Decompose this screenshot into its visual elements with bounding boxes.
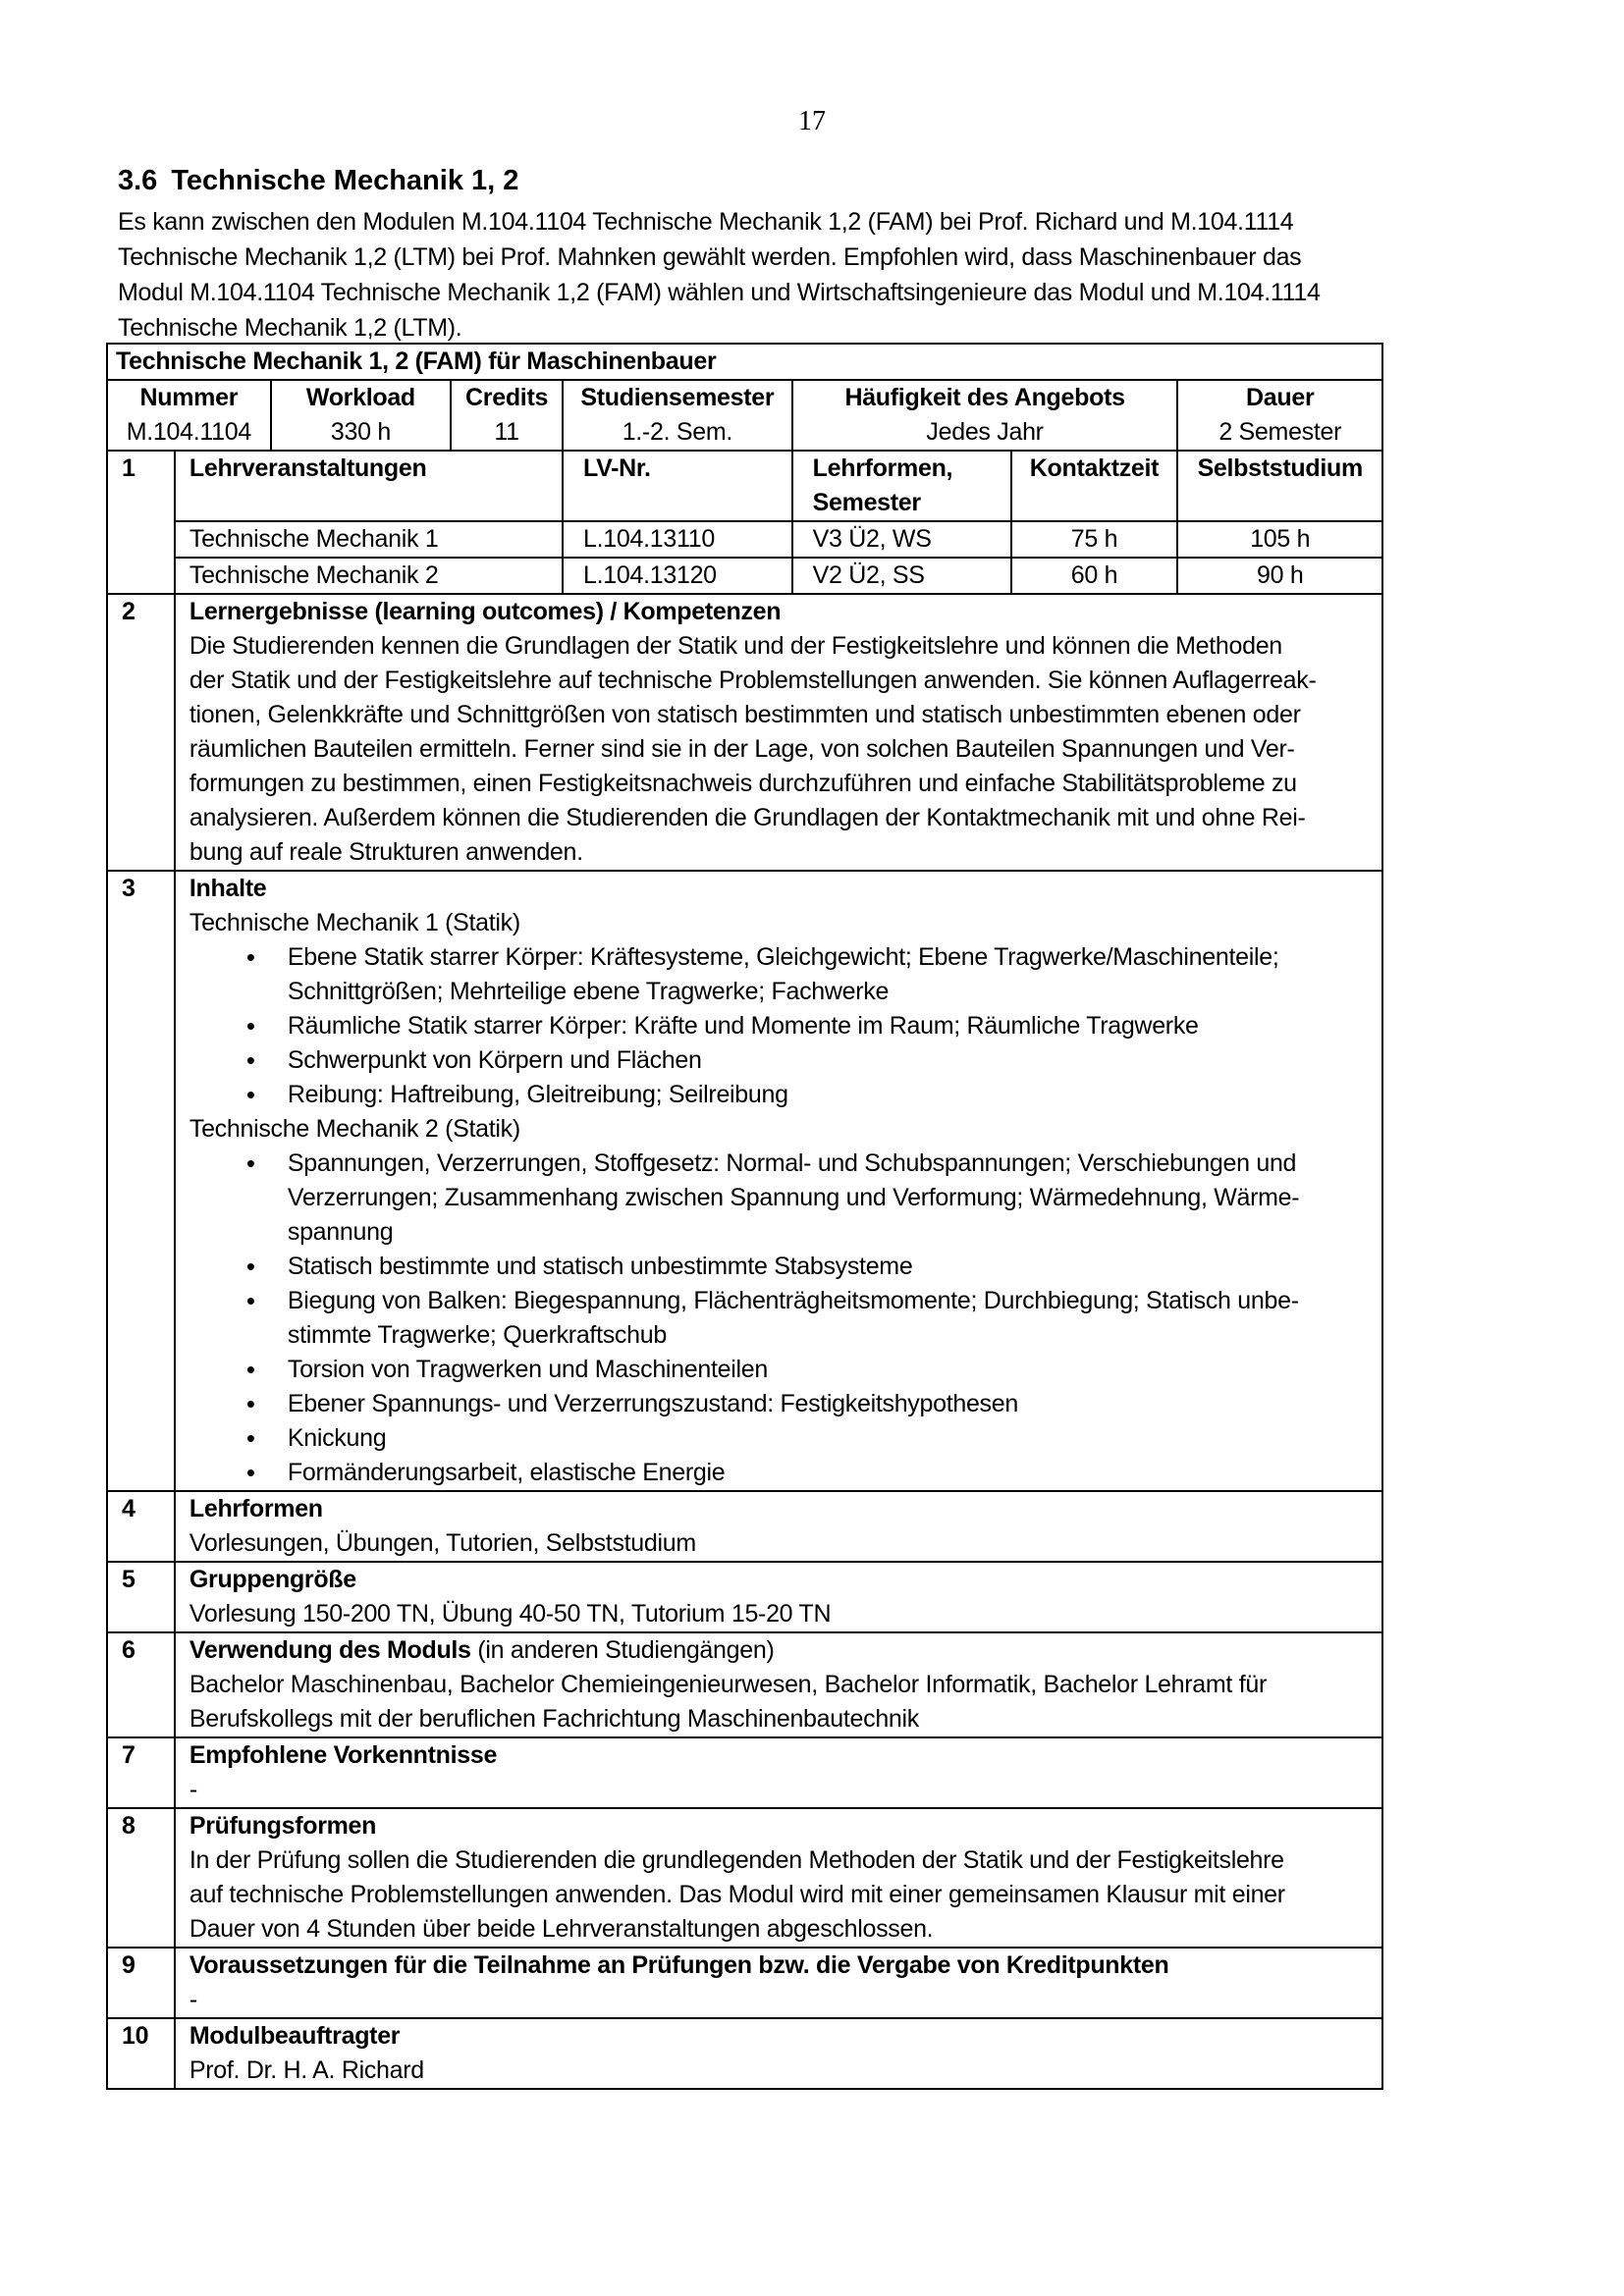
list-item-line: • Knickung (287, 1424, 387, 1452)
row-vorkenntnisse (107, 1737, 1382, 1808)
row-number: 6 (107, 1632, 175, 1737)
courses-header-row (107, 451, 1382, 521)
row-number: 8 (107, 1808, 175, 1948)
course-lehrform: V3 Ü2, WS (792, 521, 1011, 558)
list-item (189, 1250, 1374, 1284)
course-kontaktzeit: 60 h (1011, 558, 1178, 594)
module-title: Technische Mechanik 1, 2 (FAM) für Maschinenbauer (107, 344, 1382, 380)
row-number: 9 (107, 1948, 175, 2018)
header-credits: Credits (451, 380, 563, 415)
header-lv-nr: LV-Nr. (563, 451, 792, 521)
text-line: der Statik und der Festigkeitslehre auf technische Problemstellungen anwenden. Sie können Auflagerreak- (189, 667, 1317, 694)
list-item-line: • Biegung von Balken: Biegespannung, Flächenträgheitsmomente; Durchbiegung; Statisch unbe- (287, 1287, 1299, 1314)
row-title: Inhalte (189, 875, 267, 902)
section-number: 3.6 (118, 165, 158, 196)
value-nummer: M.104.1104 (107, 415, 271, 451)
list-item (189, 1043, 1374, 1078)
header-dauer: Dauer (1177, 380, 1382, 415)
list-item-line: spannung (287, 1218, 394, 1246)
list-item (189, 1284, 1374, 1353)
verwendung-cell (175, 1632, 1382, 1737)
list-item-line: • Ebene Statik starrer Körper: Kräftesysteme, Gleichgewicht; Ebene Tragwerke/Maschinenteile; (287, 943, 1279, 971)
text-line: In der Prüfung sollen die Studierenden die grundlegenden Methoden der Statik und der Festigkeitslehre (189, 1846, 1284, 1874)
intro-line: Modul M.104.1104 Technische Mechanik 1,2 (FAM) wählen und Wirtschaftsingenieure das Modul und M.104.1114 (118, 279, 1321, 306)
row-title-line (189, 1633, 1374, 1668)
intro-line: Technische Mechanik 1,2 (LTM) bei Prof. Mahnken gewählt werden. Empfohlen wird, dass Maschinenbauer das (118, 243, 1302, 271)
values-row (107, 415, 1382, 451)
text-line: analysieren. Außerdem können die Studierenden die Grundlagen der Kontaktmechanik mit und ohne Rei- (189, 804, 1306, 831)
section-title: Technische Mechanik 1, 2 (171, 165, 519, 196)
header-kontaktzeit: Kontaktzeit (1011, 451, 1178, 521)
text-line: Prof. Dr. H. A. Richard (189, 2056, 424, 2084)
row-title: Modulbeauftragter (189, 2022, 401, 2050)
header-workload: Workload (271, 380, 451, 415)
value-studiensemester: 1.-2. Sem. (563, 415, 792, 451)
list-item (189, 940, 1374, 1009)
list-item (189, 1009, 1374, 1043)
page-number: 17 (798, 106, 826, 136)
voraussetzungen-cell (175, 1948, 1382, 2018)
text-line: Bachelor Maschinenbau, Bachelor Chemieingenieurwesen, Bachelor Informatik, Bachelor Lehramt für (189, 1671, 1267, 1698)
list-item-line: • Spannungen, Verzerrungen, Stoffgesetz: Normal- und Schubspannungen; Verschiebungen und (287, 1149, 1297, 1177)
text-line: Vorlesung 150-200 TN, Übung 40-50 TN, Tutorium 15-20 TN (189, 1600, 832, 1628)
list-item-line: • Räumliche Statik starrer Körper: Kräfte und Momente im Raum; Räumliche Tragwerke (287, 1012, 1199, 1040)
modulbeauftragter-cell (175, 2018, 1382, 2089)
header-nummer: Nummer (107, 380, 271, 415)
module-title-row (107, 344, 1382, 380)
list-item-line: • Schwerpunkt von Körpern und Flächen (287, 1046, 702, 1074)
row-title: Lernergebnisse (learning outcomes) / Kompetenzen (189, 598, 782, 625)
text-line: Berufskollegs mit der beruflichen Fachrichtung Maschinenbautechnik (189, 1705, 919, 1733)
inhalte-cell (175, 871, 1382, 1491)
intro-line: Technische Mechanik 1,2 (LTM). (118, 314, 462, 342)
list-item (189, 1353, 1374, 1387)
text-line: formungen zu bestimmen, einen Festigkeitsnachweis durchzuführen und einfache Stabilitätsprobleme zu (189, 770, 1297, 797)
list-item (189, 1147, 1374, 1250)
value-workload: 330 h (271, 415, 451, 451)
course-row (107, 558, 1382, 594)
list-item-line: stimmte Tragwerke; Querkraftschub (287, 1321, 667, 1349)
list-item-line: • Formänderungsarbeit, elastische Energie (287, 1459, 726, 1486)
header-lehrformen-line: Lehrformen, (812, 454, 953, 482)
module-table (106, 343, 1383, 2090)
subsection-title: Technische Mechanik 1 (Statik) (189, 909, 520, 936)
row-voraussetzungen (107, 1948, 1382, 2018)
text-line: Vorlesungen, Übungen, Tutorien, Selbststudium (189, 1529, 696, 1557)
intro-paragraph (118, 204, 1379, 346)
row-title: Verwendung des Moduls (189, 1636, 471, 1664)
gruppengroesse-cell (175, 1562, 1382, 1632)
course-lv-nr: L.104.13110 (563, 521, 792, 558)
row-number: 10 (107, 2018, 175, 2089)
row-lernergebnisse (107, 594, 1382, 871)
row-modulbeauftragter (107, 2018, 1382, 2089)
row-verwendung (107, 1632, 1382, 1737)
header-lehrformen (792, 451, 1011, 521)
list-item-line: • Statisch bestimmte und statisch unbestimmte Stabsysteme (287, 1253, 913, 1280)
section-heading (118, 165, 518, 197)
header-row (107, 380, 1382, 415)
row-title: Lehrformen (189, 1495, 323, 1522)
row-title: Empfohlene Vorkenntnisse (189, 1741, 498, 1769)
header-haeufigkeit: Häufigkeit des Angebots (792, 380, 1178, 415)
course-row (107, 521, 1382, 558)
text-line: räumlichen Bauteilen ermitteln. Ferner sind sie in der Lage, von solchen Bauteilen Spannungen und Ver- (189, 735, 1295, 763)
lernergebnisse-cell (175, 594, 1382, 871)
text-line: - (189, 1986, 197, 2013)
course-kontaktzeit: 75 h (1011, 521, 1178, 558)
tm1-list (189, 940, 1374, 1112)
row-inhalte (107, 871, 1382, 1491)
list-item (189, 1387, 1374, 1421)
pruefungsformen-cell (175, 1808, 1382, 1948)
row-number: 5 (107, 1562, 175, 1632)
header-studiensemester: Studiensemester (563, 380, 792, 415)
list-item-line: • Torsion von Tragwerken und Maschinenteilen (287, 1356, 768, 1383)
value-credits: 11 (451, 415, 563, 451)
subsection-title: Technische Mechanik 2 (Statik) (189, 1115, 520, 1143)
vorkenntnisse-cell (175, 1737, 1382, 1808)
list-item (189, 1078, 1374, 1112)
list-item-line: Verzerrungen; Zusammenhang zwischen Spannung und Verformung; Wärmedehnung, Wärme- (287, 1184, 1300, 1211)
course-name: Technische Mechanik 2 (175, 558, 563, 594)
course-lehrform: V2 Ü2, SS (792, 558, 1011, 594)
list-item (189, 1421, 1374, 1456)
text-line: auf technische Problemstellungen anwenden. Das Modul wird mit einer gemeinsamen Klausur mit einer (189, 1881, 1285, 1908)
row-title: Prüfungsformen (189, 1812, 377, 1840)
value-dauer: 2 Semester (1177, 415, 1382, 451)
course-name: Technische Mechanik 1 (175, 521, 563, 558)
row-title-suffix: (in anderen Studiengängen) (470, 1636, 775, 1664)
row-number: 2 (107, 594, 175, 871)
course-selbststudium: 105 h (1177, 521, 1382, 558)
header-lehrformen-line: Semester (812, 489, 921, 516)
list-item-line: Schnittgrößen; Mehrteilige ebene Tragwerke; Fachwerke (287, 978, 890, 1005)
lehrformen-cell (175, 1491, 1382, 1562)
text-line: Die Studierenden kennen die Grundlagen der Statik und der Festigkeitslehre und können die Methoden (189, 632, 1282, 660)
course-lv-nr: L.104.13120 (563, 558, 792, 594)
text-line: - (189, 1776, 197, 1803)
row-title: Voraussetzungen für die Teilnahme an Prüfungen bzw. die Vergabe von Kreditpunkten (189, 1951, 1169, 1979)
text-line: bung auf reale Strukturen anwenden. (189, 838, 583, 866)
value-haeufigkeit: Jedes Jahr (792, 415, 1178, 451)
row-number: 1 (107, 451, 175, 594)
row-title: Gruppengröße (189, 1566, 356, 1593)
list-item-line: • Reibung: Haftreibung, Gleitreibung; Seilreibung (287, 1081, 788, 1108)
tm2-list (189, 1147, 1374, 1490)
intro-line: Es kann zwischen den Modulen M.104.1104 Technische Mechanik 1,2 (FAM) bei Prof. Richard und M.104.1114 (118, 208, 1294, 236)
list-item (189, 1456, 1374, 1490)
row-number: 4 (107, 1491, 175, 1562)
list-item-line: • Ebener Spannungs- und Verzerrungszustand: Festigkeitshypothesen (287, 1390, 1018, 1417)
header-lehrveranstaltungen: Lehrveranstaltungen (175, 451, 563, 521)
text-line: Dauer von 4 Stunden über beide Lehrveranstaltungen abgeschlossen. (189, 1915, 934, 1943)
row-pruefungsformen (107, 1808, 1382, 1948)
course-selbststudium: 90 h (1177, 558, 1382, 594)
row-lehrformen (107, 1491, 1382, 1562)
header-selbststudium: Selbststudium (1177, 451, 1382, 521)
text-line: tionen, Gelenkkräfte und Schnittgrößen von statisch bestimmten und statisch unbestimmten ebenen oder (189, 701, 1301, 728)
row-number: 7 (107, 1737, 175, 1808)
row-gruppengroesse (107, 1562, 1382, 1632)
row-number: 3 (107, 871, 175, 1491)
